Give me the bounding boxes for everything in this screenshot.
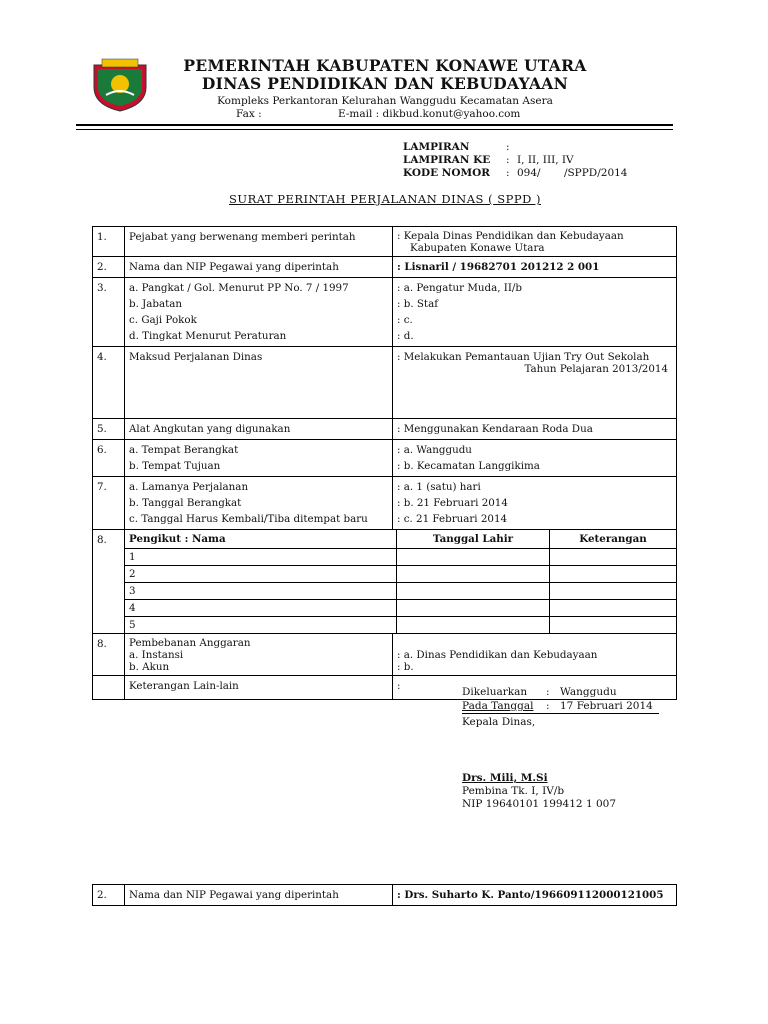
- purpose-value-line2: Tahun Pelajaran 2013/2014: [524, 363, 668, 375]
- header-rule-thick: [76, 124, 673, 126]
- regency-logo: [88, 57, 152, 113]
- row-label: [125, 278, 393, 347]
- position-value: : b. Staf: [397, 298, 439, 310]
- sppd-table: [92, 226, 677, 700]
- employee-value: : Lisnaril / 19682701 201212 2 001: [393, 257, 677, 278]
- return-date-value: : c. 21 Februari 2014: [397, 513, 508, 525]
- row-label: Nama dan NIP Pegawai yang diperintah: [125, 257, 393, 278]
- row-label: [125, 477, 393, 530]
- budget-label: Pembebanan Anggaran: [129, 637, 251, 649]
- kode-nomor-colon: :: [506, 167, 510, 179]
- row-label: Alat Angkutan yang digunakan: [125, 419, 393, 440]
- government-name: PEMERINTAH KABUPATEN KONAWE UTARA: [183, 56, 587, 75]
- agency-budget-label: a. Instansi: [129, 649, 184, 661]
- issued-colon: :: [546, 686, 550, 698]
- row-1: [93, 227, 677, 257]
- depart-date-value: : b. 21 Februari 2014: [397, 497, 508, 509]
- follower-note: [550, 600, 677, 617]
- row-number: [93, 676, 125, 700]
- next-page-table: [92, 884, 677, 906]
- row-number: 8.: [93, 530, 125, 634]
- row-8-followers: [93, 530, 677, 634]
- row-7: [93, 477, 677, 530]
- account-label: b. Akun: [129, 661, 170, 673]
- row-number: 1.: [93, 227, 125, 257]
- signer-rank: Pembina Tk. I, IV/b: [462, 785, 565, 797]
- follower-dob: [397, 600, 550, 617]
- salary-label: c. Gaji Pokok: [129, 314, 197, 326]
- row-value: [393, 477, 677, 530]
- agency-name: DINAS PENDIDIKAN DAN KEBUDAYAAN: [201, 74, 569, 93]
- followers-name-header: Pengikut : Nama: [129, 533, 226, 545]
- follower-number: 1: [125, 549, 397, 566]
- row-value: [393, 278, 677, 347]
- agency-address: Kompleks Perkantoran Kelurahan Wanggudu Kecamatan Asera: [217, 95, 553, 107]
- destination-label: b. Tempat Tujuan: [129, 460, 221, 472]
- issuer-value-line2: Kabupaten Konawe Utara: [410, 242, 545, 254]
- list-item: [125, 600, 676, 617]
- row-2: [93, 257, 677, 278]
- issue-date-label: Pada Tanggal: [462, 700, 534, 712]
- row-6: [93, 440, 677, 477]
- lampiran-ke-value: I, II, III, IV: [517, 154, 574, 166]
- depart-date-label: b. Tanggal Berangkat: [129, 497, 242, 509]
- row-label: [125, 440, 393, 477]
- issue-date-rule: [462, 713, 659, 714]
- list-item: [125, 566, 676, 583]
- row-5: [93, 419, 677, 440]
- remarks-label: Keterangan Lain-lain: [125, 676, 393, 700]
- follower-number: 5: [125, 617, 397, 634]
- followers-dob-header: Tanggal Lahir: [397, 530, 550, 549]
- signer-name: Drs. Mili, M.Si: [462, 772, 548, 784]
- email-text: E-mail : dikbud.konut@yahoo.com: [338, 108, 521, 120]
- kode-nomor-value: 094/ /SPPD/2014: [517, 167, 628, 179]
- rank-label: a. Pangkat / Gol. Menurut PP No. 7 / 1997: [129, 282, 349, 294]
- row-value: [393, 227, 677, 257]
- level-label: d. Tingkat Menurut Peraturan: [129, 330, 287, 342]
- row-8-budget: [93, 634, 677, 676]
- follower-number: 2: [125, 566, 397, 583]
- row-number: 4.: [93, 347, 125, 419]
- row-number: 2.: [93, 885, 125, 906]
- signer-position: Kepala Dinas,: [462, 716, 536, 728]
- row-label: [125, 634, 393, 676]
- remarks-value: :: [393, 676, 677, 700]
- lampiran-value: :: [506, 141, 510, 153]
- rank-value: : a. Pengatur Muda, II/b: [397, 282, 522, 294]
- lampiran-ke-colon: :: [506, 154, 510, 166]
- signer-nip: NIP 19640101 199412 1 007: [462, 798, 616, 810]
- duration-label: a. Lamanya Perjalanan: [129, 481, 249, 493]
- header-rule-thin: [76, 129, 673, 130]
- lampiran-ke-label: LAMPIRAN KE: [403, 154, 491, 166]
- issued-place: Wanggudu: [560, 686, 617, 698]
- row-number: 3.: [93, 278, 125, 347]
- follower-note: [550, 566, 677, 583]
- kode-nomor-label: KODE NOMOR: [403, 167, 490, 179]
- row-3: [93, 278, 677, 347]
- departure-value: : a. Wanggudu: [397, 444, 472, 456]
- list-item: [125, 549, 676, 566]
- duration-value: : a. 1 (satu) hari: [397, 481, 481, 493]
- row-number: 5.: [93, 419, 125, 440]
- row-value: [393, 347, 677, 419]
- employee-value: : Drs. Suharto K. Panto/196609112000121005: [393, 885, 677, 906]
- issuer-value: : Kepala Dinas Pendidikan dan Kebudayaan: [397, 230, 624, 242]
- destination-value: : b. Kecamatan Langgikima: [397, 460, 540, 472]
- list-item: [125, 617, 676, 634]
- follower-dob: [397, 549, 550, 566]
- fax-label: Fax :: [236, 108, 262, 120]
- level-value: : d.: [397, 330, 414, 342]
- row-4: [93, 347, 677, 419]
- salary-value: : c.: [397, 314, 413, 326]
- follower-number: 4: [125, 600, 397, 617]
- row-number: 2.: [93, 257, 125, 278]
- follower-dob: [397, 566, 550, 583]
- issue-date-value: 17 Februari 2014: [560, 700, 653, 712]
- followers-note-header: Keterangan: [550, 530, 677, 549]
- lampiran-label: LAMPIRAN: [403, 141, 470, 153]
- followers-cell: [125, 530, 677, 634]
- row-number: 6.: [93, 440, 125, 477]
- follower-dob: [397, 617, 550, 634]
- account-value: : b.: [397, 661, 414, 673]
- issue-date-colon: :: [546, 700, 550, 712]
- row-label: Pejabat yang berwenang memberi perintah: [125, 227, 393, 257]
- purpose-value: : Melakukan Pemantauan Ujian Try Out Sekolah: [397, 351, 650, 363]
- position-label: b. Jabatan: [129, 298, 183, 310]
- document-title: SURAT PERINTAH PERJALANAN DINAS ( SPPD ): [229, 192, 541, 206]
- row-label: Maksud Perjalanan Dinas: [125, 347, 393, 419]
- return-date-label: c. Tanggal Harus Kembali/Tiba ditempat baru: [129, 513, 368, 525]
- follower-number: 3: [125, 583, 397, 600]
- row-2: [93, 885, 677, 906]
- row-number: 7.: [93, 477, 125, 530]
- follower-note: [550, 549, 677, 566]
- issued-label: Dikeluarkan: [462, 686, 528, 698]
- follower-note: [550, 583, 677, 600]
- list-item: [125, 583, 676, 600]
- agency-budget-value: : a. Dinas Pendidikan dan Kebudayaan: [397, 649, 598, 661]
- row-number: 8.: [93, 634, 125, 676]
- follower-note: [550, 617, 677, 634]
- transport-value: : Menggunakan Kendaraan Roda Dua: [393, 419, 677, 440]
- departure-label: a. Tempat Berangkat: [129, 444, 239, 456]
- row-label: Nama dan NIP Pegawai yang diperintah: [125, 885, 393, 906]
- row-value: [393, 634, 677, 676]
- follower-dob: [397, 583, 550, 600]
- row-value: [393, 440, 677, 477]
